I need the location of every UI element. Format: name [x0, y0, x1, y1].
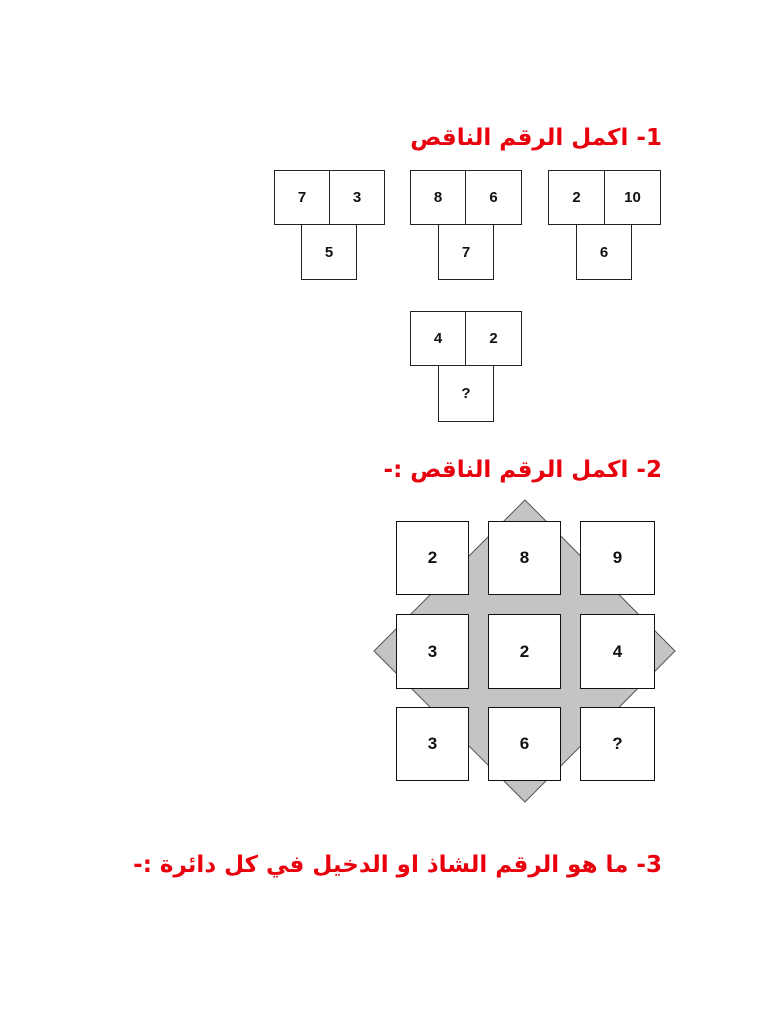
grid-cell-r1-c3: 9 — [580, 521, 655, 595]
question-2-title: 2- اكمل الرقم الناقص :- — [383, 457, 662, 483]
puzzle-1-right-cell: 3 — [329, 170, 385, 225]
puzzle-4-left-cell: 4 — [410, 311, 466, 366]
puzzle-1-left-cell: 7 — [274, 170, 330, 225]
grid-cell-r3-c1: 3 — [396, 707, 469, 781]
grid-cell-r2-c1: 3 — [396, 614, 469, 689]
question-3-title: 3- ما هو الرقم الشاذ او الدخيل في كل دائرة :- — [133, 852, 662, 878]
puzzle-2-left-cell: 8 — [410, 170, 466, 225]
puzzle-4-right-cell: 2 — [465, 311, 522, 366]
grid-cell-r3-c2: 6 — [488, 707, 561, 781]
puzzle-1-bottom-cell: 5 — [301, 224, 357, 280]
puzzle-2-bottom-cell: 7 — [438, 224, 494, 280]
puzzle-3-right-cell: 10 — [604, 170, 661, 225]
grid-cell-r2-c2: 2 — [488, 614, 561, 689]
puzzle-2-right-cell: 6 — [465, 170, 522, 225]
grid-cell-r2-c3: 4 — [580, 614, 655, 689]
puzzle-4-bottom-cell: ? — [438, 365, 494, 422]
grid-cell-r1-c1: 2 — [396, 521, 469, 595]
puzzle-3-left-cell: 2 — [548, 170, 605, 225]
grid-cell-r3-c3: ? — [580, 707, 655, 781]
puzzle-3-bottom-cell: 6 — [576, 224, 632, 280]
question-1-title: 1- اكمل الرقم الناقص — [410, 125, 662, 151]
grid-cell-r1-c2: 8 — [488, 521, 561, 595]
